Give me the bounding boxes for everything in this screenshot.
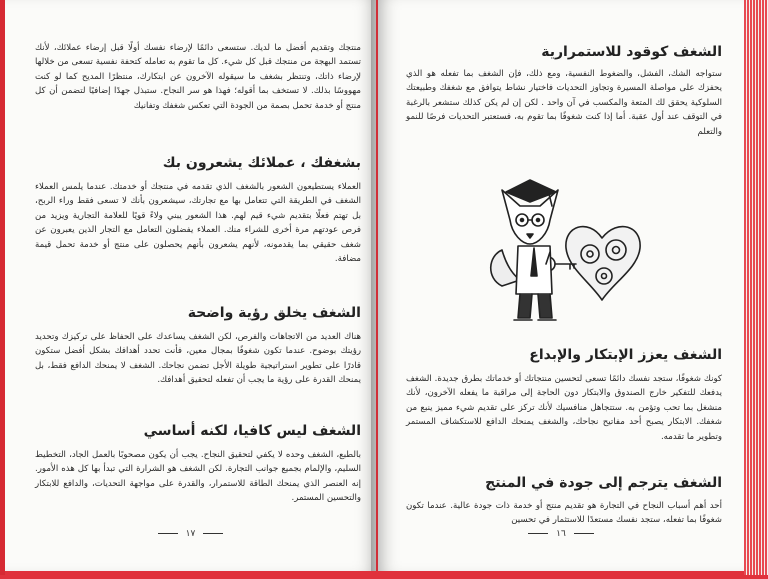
section-paragraph: أحد أهم أسباب النجاح في التجارة هو تقديم منتج أو خدمة ذات جودة عالية. عندما تكون شغوفًا بما تفعله، ستجد نفسك مستعدًا للاستثمار في تحسين [406, 501, 722, 526]
section-paragraph: بالطبع، الشغف وحده لا يكفي لتحقيق النجاح. يجب أن يكون مصحوبًا بالعمل الجاد، التخطيط السليم، والإلمام بجميع جوانب التجارة. لكن الشغف هو الشرارة التي تبدأ بها كل هذه الأمور. إنه العنصر الذي يمنحك الطاقة للاستمرار، والقدرة على مواجهة التحديات، والدافع للابتكار والتحسين المستمر. [35, 450, 361, 504]
section-heading: بشغفك ، عملائك يشعرون بك [162, 155, 361, 171]
section-paragraph: ستواجه الشك، الفشل، والضغوط النفسية، ومع ذلك، فإن الشغف بما تفعله هو الذي يحفزك على مواصلة المسيرة وتجاوز التحديات فاختيار نشاط يتوافق مع شغفك وطبيعتك السلوكية يحقق لك المتعة والمكسب في آن واحد . لكن إن لم يكن كذلك ستشعر بالرغبة في التوقف عند أول عقبة. أما إذا كنت شغوفًا بما تقوم به، فستعتبر التحديات فرصًا للنمو والتعلم [406, 69, 722, 137]
section-heading: الشغف ليس كافيا، لكنه أساسي [143, 423, 361, 439]
fox-with-key-and-heart-illustration [480, 168, 645, 330]
section-paragraph: هناك العديد من الاتجاهات والفرص، لكن الشغف يساعدك على الحفاظ على تركيزك وتحديد رؤيتك بوضوح. عندما تكون شغوفًا بمجال معين، فأنت تحدد أهدافك بشكل أفضل ستكون قادرًا على تطوير استراتيجية طويلة الأجل تضمن نجاحك. الشغف لا يمنحك الدافع فقط، بل يمنحك القدرة على رؤية ما يجب أن تفعله لتحقيق أهدافك. [35, 332, 361, 386]
section-paragraph: كونك شغوفًا، ستجد نفسك دائمًا تسعى لتحسين منتجاتك أو خدماتك بطرق جديدة. الشغف يدفعك للتفكير خارج الصندوق والابتكار دون الحاجة إلى مراقبة ما يفعله الآخرون، لأنك منشغل بما تحب وتؤمن به. ستتجاهل منافسيك لأنك تركز على تقديم شيء مميز ينبع من شغفك. الابتكار يصبح أحد مفاتيح نجاحك، والشغف يمنحك الدافع للاستكشاف المستمر وتطوير ما تقدمه. [406, 374, 722, 442]
left-intro-paragraph: منتجك وتقديم أفضل ما لديك. ستسعى دائمًا لإرضاء نفسك أولًا قبل إرضاء عملائك، لأنك تستمد البهجة من منتجك قبل كل شيء. كل ما تقوم به تعامله كتحفة نفسية تسعى من خلالها لإرضاء ذاتك، وتنتظر بشغف ما سيقوله الآخرون عن ابتكارك، منتظرًا المديح كما لو كنت مهووسًا بذلك. لا تستخف بما أقوله؛ فهذا هو سر النجاح. ستبذل جهدًا إضافيًا لتضمن أن كل منتج أو خدمة تحمل بصمة من الجودة التي تعكس شغفك وتفانيك [35, 43, 361, 111]
section-heading: الشغف يعزز الإبتكار والإبداع [529, 347, 722, 363]
section-paragraph: العملاء يستطيعون الشعور بالشغف الذي تقدمه في منتجك أو خدمتك. عندما يلمس العملاء الشغف في الطريقة التي تتعامل بها مع تجارتك، سيشعرون بأنك لا تسعى فقط وراء الربح، بل تهتم فعلًا بتقديم شيء قيم لهم. هذا الشعور يبني ولاءً قويًا للعلامة التجارية ويزيد من فرص عودتهم مرة أخرى للشراء منك. العملاء يفضلون التعامل مع التجار الذين يعبرون عن شغف حقيقي بما يقدمونه، لأنهم يشعرون بأنهم يحصلون على منتج أو خدمة تحمل قيمة مضافة. [35, 182, 361, 265]
page-number: ١٧ [5, 529, 376, 539]
right-page [378, 0, 744, 571]
page-number: ١٦ [378, 529, 744, 539]
section-heading: الشغف كوقود للاستمرارية [541, 44, 722, 60]
book-page-edges [744, 0, 768, 575]
section-heading: الشغف يخلق رؤية واضحة [187, 305, 361, 321]
section-heading: الشغف يترجم إلى جودة في المنتج [485, 475, 722, 491]
fox-illustration-icon [480, 168, 645, 330]
left-page [5, 0, 376, 571]
